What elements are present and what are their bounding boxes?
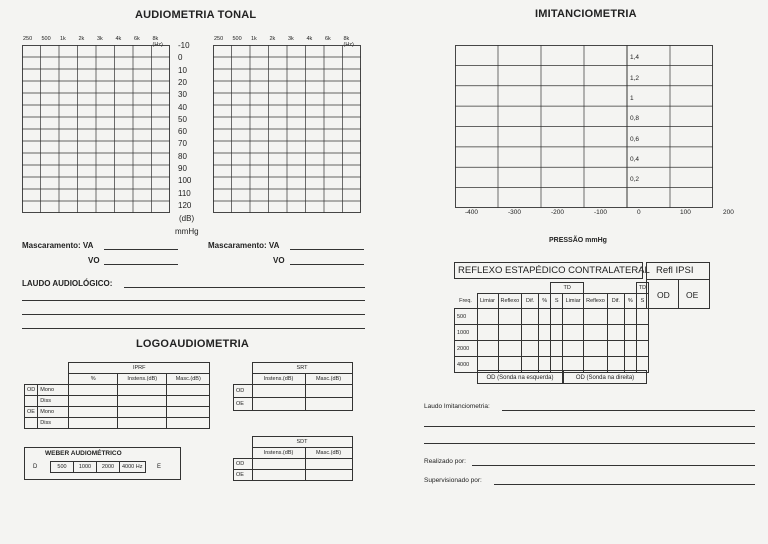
weber-freq[interactable]: 500 — [51, 462, 74, 473]
iprf-row-ear: OE — [25, 407, 38, 418]
iprf-cell[interactable] — [167, 407, 210, 418]
tympanogram-y-label: 1,4 — [630, 54, 640, 62]
tympanogram-x-label: -400 — [465, 209, 479, 216]
audiogram-freq-label: 500 — [41, 36, 51, 42]
srt-title: SRT — [252, 363, 352, 374]
sdt-row-label: OD — [234, 459, 253, 470]
realizado-line[interactable] — [472, 465, 755, 466]
audiogram-level-label: 110 — [178, 188, 191, 198]
iprf-row-ear — [25, 396, 38, 407]
srt-cell[interactable] — [252, 398, 305, 411]
tympanogram-x-label: 0 — [637, 209, 641, 216]
vo-right-line[interactable] — [290, 264, 364, 265]
iprf-cell[interactable] — [118, 396, 167, 407]
reflexo-cell[interactable] — [539, 341, 551, 357]
laudo-line-3[interactable] — [22, 314, 365, 315]
realizado-label: Realizado por: — [424, 458, 466, 465]
weber-title: WEBER AUDIOMÉTRICO — [45, 450, 122, 457]
audiogram-freq-label: 4k — [306, 36, 313, 42]
reflexo-header: Dif. — [607, 294, 624, 309]
reflexo-freq-label: 1000 — [455, 325, 478, 341]
tympanogram-x-label: -100 — [594, 209, 608, 216]
laudo-line-1[interactable] — [124, 287, 365, 288]
reflexo-cell[interactable] — [607, 341, 624, 357]
audiogram-level-label: 40 — [178, 102, 187, 112]
sdt-title: SDT — [252, 437, 352, 448]
iprf-cell[interactable] — [69, 385, 118, 396]
weber-freq[interactable]: 4000 Hz — [120, 462, 146, 473]
reflexo-header: Reflexo — [498, 294, 522, 309]
tympanogram-x-label: 100 — [680, 209, 691, 216]
audiogram-level-label: 20 — [178, 77, 187, 87]
iprf-table — [24, 362, 210, 429]
reflexo-cell[interactable] — [551, 325, 563, 341]
srt-row-label: OE — [234, 398, 253, 411]
iprf-title: IPRF — [69, 363, 210, 374]
iprf-cell[interactable] — [167, 418, 210, 429]
srt-col-masc: Masc.(dB) — [305, 374, 352, 385]
audiogram-levels — [174, 41, 200, 221]
iprf-cell[interactable] — [167, 385, 210, 396]
sdt-col-intens: Instens.(dB) — [252, 448, 305, 459]
audiogram-freq-label: 250 — [214, 36, 224, 42]
reflexo-header: Dif. — [522, 294, 539, 309]
iprf-col-masc: Masc.(dB) — [167, 374, 210, 385]
iprf-cell[interactable] — [118, 418, 167, 429]
iprf-row-type: Mono — [38, 407, 69, 418]
iprf-cell[interactable] — [69, 396, 118, 407]
reflexo-cell[interactable] — [498, 309, 522, 325]
td-label-right: TD — [636, 283, 648, 294]
supervisionado-label: Supervisionado por: — [424, 477, 482, 484]
sdt-table — [233, 436, 353, 481]
iprf-cell[interactable] — [69, 407, 118, 418]
vo-left-line[interactable] — [104, 264, 178, 265]
iprf-cell[interactable] — [69, 418, 118, 429]
sdt-cell[interactable] — [252, 459, 305, 470]
audiogram-freq-label: 8k (Hz) — [343, 36, 354, 48]
srt-cell[interactable] — [305, 385, 352, 398]
reflexo-header: Freq. — [459, 297, 472, 304]
sdt-cell[interactable] — [305, 459, 352, 470]
mascaramento-left-va-line[interactable] — [104, 249, 178, 250]
sdt-row-label: OE — [234, 470, 253, 481]
audiogram-level-label: 120 — [178, 200, 192, 210]
mascaramento-right-label: Mascaramento: VA — [208, 241, 280, 250]
mascaramento-left-label: Mascaramento: VA — [22, 241, 94, 250]
reflexo-cell[interactable] — [477, 325, 498, 341]
supervisionado-line[interactable] — [494, 484, 755, 485]
ipsi-oe[interactable]: OE — [686, 290, 699, 300]
audiogram-freq-label: 500 — [232, 36, 242, 42]
iprf-row-ear — [25, 418, 38, 429]
audiogram-level-label: 100 — [178, 176, 192, 186]
reflexo-freq-label: 500 — [455, 309, 478, 325]
ipsi-od[interactable]: OD — [657, 290, 670, 300]
srt-row-label: OD — [234, 385, 253, 398]
reflexo-cell[interactable] — [551, 309, 563, 325]
tympanogram-y-label: 0,4 — [630, 156, 640, 164]
reflexo-header: Limiar — [563, 294, 584, 309]
tympanogram-y-label: 0,8 — [630, 115, 640, 123]
reflexo-cell[interactable] — [584, 341, 608, 357]
vo-right-label: VO — [273, 256, 285, 265]
audiogram-freq-label: 1k — [60, 36, 66, 42]
audiogram-level-label: 0 — [178, 53, 183, 63]
reflexo-cell[interactable] — [636, 309, 648, 325]
unit-mmhg: mmHg — [175, 227, 199, 236]
od-caption: OD (Sonda na esquerda) — [477, 370, 563, 384]
audiogram-freq-label: 6k — [134, 36, 140, 42]
reflexo-cell[interactable] — [498, 341, 522, 357]
iprf-row-type: Mono — [38, 385, 69, 396]
oe-caption: OD (Sonda na direita) — [563, 370, 647, 384]
reflexo-freq-label: 2000 — [455, 341, 478, 357]
weber-freqs — [50, 461, 146, 473]
audiogram-freq-label: 2k — [269, 36, 276, 42]
reflexo-header: Reflexo — [584, 294, 608, 309]
reflexo-cell[interactable] — [636, 325, 648, 341]
reflexo-header: S — [551, 294, 563, 309]
reflexo-cell[interactable] — [539, 325, 551, 341]
tympanogram-x-labels — [455, 209, 734, 219]
vo-left-label: VO — [88, 256, 100, 265]
tympanogram-y-label: 1 — [630, 94, 634, 102]
reflexo-cell[interactable] — [636, 341, 648, 357]
sdt-cell[interactable] — [305, 470, 352, 481]
audiogram-freq-label: 3k — [97, 36, 103, 42]
reflexo-cell[interactable] — [584, 325, 608, 341]
reflexo-cell[interactable] — [624, 325, 636, 341]
audiogram-freq-label: 8k (Hz) — [152, 36, 163, 48]
weber-left: D — [33, 464, 38, 470]
reflexo-cell[interactable] — [624, 341, 636, 357]
reflexo-cell[interactable] — [584, 309, 608, 325]
iprf-row-type: Diss — [38, 396, 69, 407]
audiogram-freq-label: 1k — [251, 36, 257, 42]
weber-freq[interactable]: 2000 — [97, 462, 120, 473]
mascaramento-right-va-line[interactable] — [290, 249, 364, 250]
reflexo-freq-label: 4000 — [455, 357, 478, 373]
reflexo-cell[interactable] — [563, 341, 584, 357]
laudo-line-4[interactable] — [22, 328, 365, 329]
reflexo-cell[interactable] — [607, 309, 624, 325]
audiogram-level-label: 70 — [178, 139, 187, 149]
reflexo-cell[interactable] — [563, 309, 584, 325]
laudo-line-2[interactable] — [22, 300, 365, 301]
reflexo-cell[interactable] — [551, 341, 563, 357]
tympanogram-x-label: -200 — [551, 209, 565, 216]
weber-right: E — [157, 464, 162, 470]
audiogram-freq-label: 2k — [78, 36, 85, 42]
tympanogram-x-label: 200 — [723, 209, 734, 216]
audiogram-left-grid[interactable] — [22, 45, 170, 213]
audiogram-freq-label: 6k — [325, 36, 331, 42]
imitanciometria-title: IMITANCIOMETRIA — [535, 8, 637, 20]
reflexo-table — [454, 282, 649, 373]
audiogram-freq-label: 4k — [115, 36, 122, 42]
tympanogram-x-label: -300 — [508, 209, 522, 216]
logoaudiometria-title: LOGOAUDIOMETRIA — [136, 338, 249, 350]
reflexo-header: % — [624, 294, 636, 309]
iprf-cell[interactable] — [118, 407, 167, 418]
laudo-imit-line-2[interactable] — [424, 426, 755, 427]
iprf-cell[interactable] — [167, 396, 210, 407]
audiogram-level-label: 30 — [178, 90, 187, 100]
tympanogram-y-label: 1,2 — [630, 74, 640, 82]
iprf-row-type: Diss — [38, 418, 69, 429]
weber-freq[interactable]: 1000 — [74, 462, 97, 473]
laudo-imit-line-1[interactable] — [502, 410, 755, 411]
iprf-cell[interactable] — [118, 385, 167, 396]
audiogram-level-label: 50 — [178, 114, 187, 124]
audiogram-right-grid[interactable] — [213, 45, 361, 213]
reflexo-cell[interactable] — [624, 309, 636, 325]
srt-table — [233, 362, 353, 411]
audiogram-freq-label: 3k — [288, 36, 294, 42]
laudo-audiologico-label: LAUDO AUDIOLÓGICO: — [22, 279, 113, 288]
sdt-cell[interactable] — [252, 470, 305, 481]
reflexo-header: % — [539, 294, 551, 309]
audiogram-level-label: 60 — [178, 127, 187, 137]
srt-cell[interactable] — [252, 385, 305, 398]
audiogram-level-label: 90 — [178, 164, 187, 173]
reflexo-cell[interactable] — [477, 309, 498, 325]
iprf-row-ear: OD — [25, 385, 38, 396]
srt-cell[interactable] — [305, 398, 352, 411]
audiogram-level-label: 80 — [178, 151, 187, 161]
laudo-imit-line-3[interactable] — [424, 443, 755, 444]
reflexo-cell[interactable] — [522, 325, 539, 341]
ipsi-title: Refl IPSI — [656, 265, 694, 276]
reflexo-cell[interactable] — [607, 325, 624, 341]
tympanogram-y-label: 0,2 — [630, 176, 640, 184]
reflexo-cell[interactable] — [563, 325, 584, 341]
pressure-label: PRESSÃO mmHg — [549, 237, 607, 244]
reflexo-cell[interactable] — [539, 309, 551, 325]
reflexo-cell[interactable] — [522, 309, 539, 325]
reflexo-header: S — [636, 294, 648, 309]
iprf-col-pct: % — [69, 374, 118, 385]
reflexo-title: REFLEXO ESTAPÉDICO CONTRALATERAL — [458, 265, 650, 276]
srt-col-intens: Instens.(dB) — [252, 374, 305, 385]
reflexo-cell[interactable] — [498, 325, 522, 341]
iprf-col-intens: Instens.(dB) — [118, 374, 167, 385]
audiogram-level-label: 10 — [178, 65, 187, 75]
laudo-imit-label: Laudo Imitanciometria: — [424, 403, 490, 410]
reflexo-header: Limiar — [477, 294, 498, 309]
audiogram-level-label: -10 — [178, 41, 190, 50]
sdt-col-masc: Masc.(dB) — [305, 448, 352, 459]
reflexo-cell[interactable] — [477, 341, 498, 357]
tympanogram-y-label: 0,6 — [630, 135, 640, 143]
reflexo-cell[interactable] — [522, 341, 539, 357]
tympanogram-grid[interactable] — [455, 45, 713, 208]
unit-db: (dB) — [179, 214, 195, 223]
audiogram-freq-label: 250 — [23, 36, 33, 42]
td-label-left: TD — [551, 283, 584, 294]
audiometria-title: AUDIOMETRIA TONAL — [135, 9, 257, 21]
